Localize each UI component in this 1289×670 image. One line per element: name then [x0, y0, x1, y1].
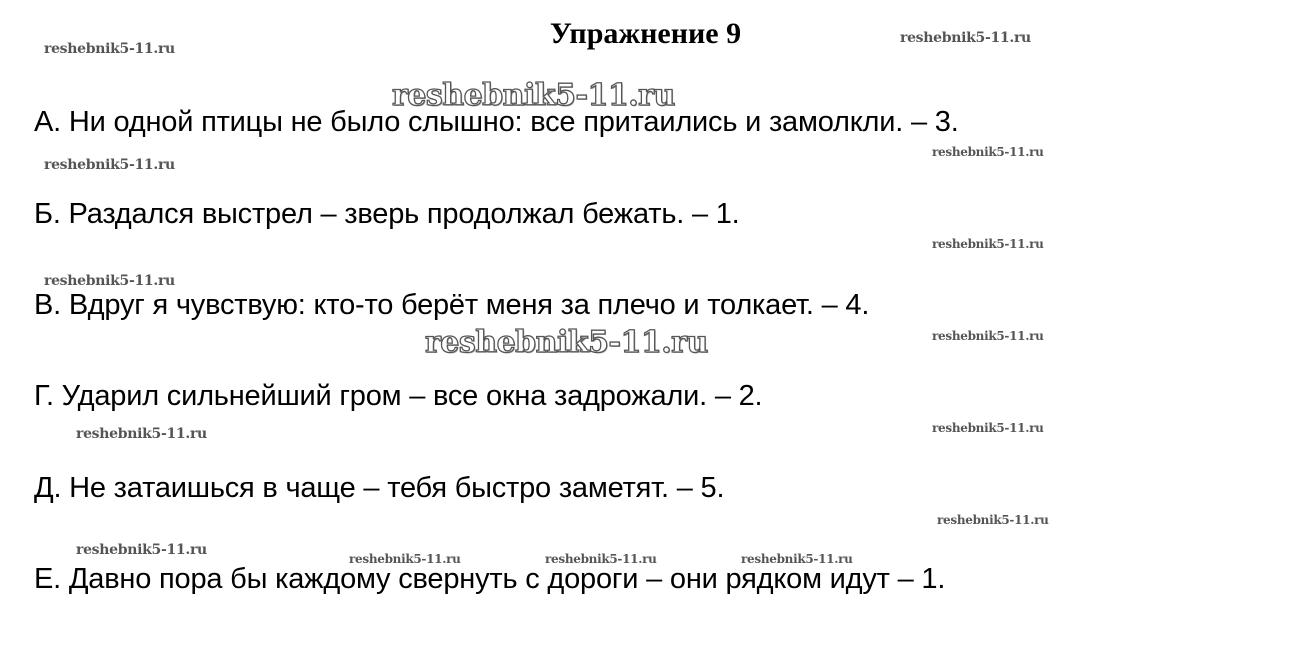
answer-line-v: В. Вдруг я чувствую: кто-то берёт меня за плечо и толкает. – 4. — [34, 289, 870, 321]
watermark-small: reshebnik5-11.ru — [932, 237, 1044, 251]
watermark-small: reshebnik5-11.ru — [932, 421, 1044, 435]
watermark-large: reshebnik5-11.ru — [392, 78, 675, 113]
watermark-small: reshebnik5-11.ru — [76, 426, 207, 442]
watermark-small: reshebnik5-11.ru — [44, 157, 175, 173]
watermark-small: reshebnik5-11.ru — [937, 513, 1049, 527]
answer-line-b: Б. Раздался выстрел – зверь продолжал бежать. – 1. — [34, 198, 740, 230]
watermark-small: reshebnik5-11.ru — [932, 329, 1044, 343]
watermark-small: reshebnik5-11.ru — [349, 552, 461, 566]
watermark-small: reshebnik5-11.ru — [44, 41, 175, 57]
watermark-small: reshebnik5-11.ru — [44, 273, 175, 289]
answer-line-a: А. Ни одной птицы не было слышно: все притаились и замолкли. – 3. — [34, 106, 959, 138]
watermark-large: reshebnik5-11.ru — [425, 325, 708, 360]
answer-line-e: Е. Давно пора бы каждому свернуть с дороги – они рядком идут – 1. — [34, 563, 946, 595]
watermark-small: reshebnik5-11.ru — [545, 552, 657, 566]
exercise-title — [0, 14, 1289, 54]
watermark-small: reshebnik5-11.ru — [76, 542, 207, 558]
watermark-small: reshebnik5-11.ru — [900, 30, 1031, 46]
watermark-small: reshebnik5-11.ru — [741, 552, 853, 566]
answer-line-g: Г. Ударил сильнейший гром – все окна задрожали. – 2. — [34, 380, 763, 412]
exercise-title-text: Упражнение 9 — [549, 17, 742, 50]
watermark-small: reshebnik5-11.ru — [932, 145, 1044, 159]
answer-line-d: Д. Не затаишься в чаще – тебя быстро заметят. – 5. — [34, 472, 725, 504]
